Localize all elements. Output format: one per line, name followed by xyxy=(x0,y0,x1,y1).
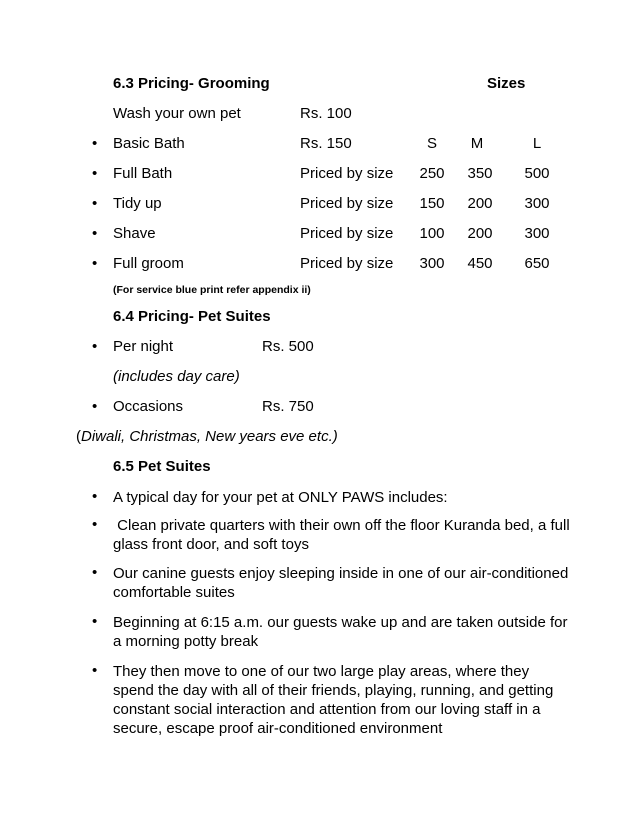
bullet: • xyxy=(92,165,98,182)
per-night-price: Rs. 500 xyxy=(262,338,314,355)
row-price: Priced by size xyxy=(300,165,394,182)
wash-label: Wash your own pet xyxy=(113,105,241,122)
row-label: Tidy up xyxy=(113,195,162,212)
pet-suites-item: Our canine guests enjoy sleeping inside in one of our air-conditioned comfortable suites xyxy=(113,565,569,601)
row-price: Priced by size xyxy=(300,195,394,212)
per-night-note: (includes day care) xyxy=(113,368,240,385)
bullet: • xyxy=(92,662,98,679)
pet-suites-item: Beginning at 6:15 a.m. our guests wake up and are taken outside for a morning potty break xyxy=(113,614,568,650)
size-header-s: S xyxy=(426,135,437,152)
row-size-m: 350 xyxy=(467,165,493,182)
row-label: Full Bath xyxy=(113,165,173,182)
bullet: • xyxy=(92,338,98,355)
pet-suites-item: Clean private quarters with their own off the floor Kuranda bed, a full glass front door, and soft toys xyxy=(113,517,574,553)
row-size-s: 150 xyxy=(419,195,445,212)
bullet: • xyxy=(92,613,98,630)
row-size-l: 300 xyxy=(524,195,550,212)
sizes-label: Sizes xyxy=(487,75,526,92)
grooming-heading: 6.3 Pricing- Grooming xyxy=(113,75,270,92)
bullet: • xyxy=(92,488,98,505)
size-header-m: M xyxy=(470,135,484,152)
occasions-note xyxy=(76,428,338,446)
pet-suites-item: They then move to one of our two large play areas, where they spend the day with all of their friends, playing, running, and getting constant social interaction and attention from our loving staff in a secure, escape proof air-conditioned environment xyxy=(113,663,554,737)
bullet: • xyxy=(92,135,98,152)
row-price: Priced by size xyxy=(300,225,394,242)
row-size-s: 100 xyxy=(419,225,445,242)
row-size-s: 300 xyxy=(419,255,445,272)
row-size-s: 250 xyxy=(419,165,445,182)
row-label: Full groom xyxy=(113,255,184,272)
occasions-label: Occasions xyxy=(113,398,184,415)
row-size-l: 500 xyxy=(524,165,550,182)
row-price: Priced by size xyxy=(300,255,394,272)
pet-suites-heading: 6.5 Pet Suites xyxy=(113,458,211,475)
wash-price: Rs. 100 xyxy=(300,105,352,122)
basic-bath-price: Rs. 150 xyxy=(300,135,352,152)
size-header-l: L xyxy=(532,135,542,152)
row-label: Shave xyxy=(113,225,156,242)
bullet: • xyxy=(92,195,98,212)
bullet: • xyxy=(92,225,98,242)
bullet: • xyxy=(92,398,98,415)
row-size-m: 450 xyxy=(467,255,493,272)
bullet: • xyxy=(92,564,98,581)
per-night-label: Per night xyxy=(113,338,174,355)
row-size-l: 650 xyxy=(524,255,550,272)
occasions-price: Rs. 750 xyxy=(262,398,314,415)
row-size-l: 300 xyxy=(524,225,550,242)
grooming-note: (For service blue print refer appendix ii) xyxy=(113,284,311,296)
row-size-m: 200 xyxy=(467,195,493,212)
pet-suites-item: A typical day for your pet at ONLY PAWS includes: xyxy=(113,489,448,506)
basic-bath-label: Basic Bath xyxy=(113,135,185,152)
bullet: • xyxy=(92,516,98,533)
suites-pricing-heading: 6.4 Pricing- Pet Suites xyxy=(113,308,271,325)
occasions-note-paren: ( xyxy=(76,428,81,445)
row-size-m: 200 xyxy=(467,225,493,242)
occasions-note-text: Diwali, Christmas, New years eve etc.) xyxy=(81,428,338,445)
bullet: • xyxy=(92,255,98,272)
